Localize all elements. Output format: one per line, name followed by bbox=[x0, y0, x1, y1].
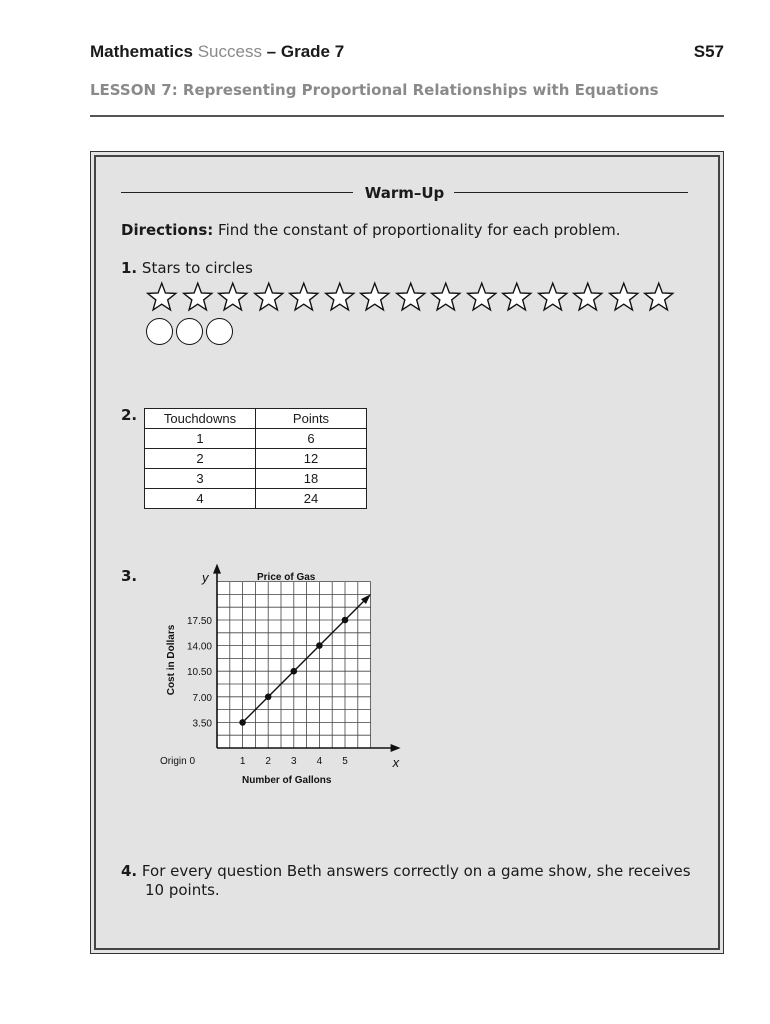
page-number: S57 bbox=[693, 42, 724, 61]
directions bbox=[121, 221, 621, 239]
title-part-a: Mathematics bbox=[90, 42, 198, 61]
circle-icon bbox=[206, 318, 233, 345]
table-header-points: Points bbox=[256, 409, 367, 429]
table-row bbox=[145, 449, 367, 469]
table-cell: 24 bbox=[256, 489, 367, 509]
table-header-row bbox=[145, 409, 367, 429]
x-tick-label: 1 bbox=[239, 756, 246, 767]
data-point bbox=[291, 668, 298, 675]
question-4-line1: For every question Beth answers correctly on a game show, she receives bbox=[141, 862, 691, 880]
table-row bbox=[145, 429, 367, 449]
star-icon bbox=[393, 280, 429, 314]
star-icon bbox=[570, 280, 606, 314]
x-axis-arrow bbox=[391, 744, 401, 752]
star-icon bbox=[144, 280, 180, 314]
star-icon bbox=[286, 280, 322, 314]
data-point bbox=[342, 617, 349, 624]
data-point bbox=[239, 719, 246, 726]
table-header-touchdowns: Touchdowns bbox=[145, 409, 256, 429]
table-cell: 2 bbox=[145, 449, 256, 469]
document-title bbox=[90, 42, 344, 62]
title-part-c: – Grade 7 bbox=[261, 42, 345, 61]
data-point bbox=[316, 642, 323, 649]
table-cell: 12 bbox=[256, 449, 367, 469]
table-cell: 1 bbox=[145, 429, 256, 449]
y-axis-arrow bbox=[213, 564, 221, 574]
table-cell: 4 bbox=[145, 489, 256, 509]
header-divider bbox=[90, 115, 724, 117]
question-1 bbox=[121, 259, 253, 277]
price-of-gas-chart bbox=[150, 560, 410, 795]
question-1-text: Stars to circles bbox=[141, 259, 253, 277]
data-point bbox=[265, 694, 272, 701]
question-4 bbox=[121, 862, 691, 880]
y-axis-symbol: y bbox=[202, 570, 209, 585]
warmup-heading bbox=[121, 184, 688, 206]
y-tick-label: 3.50 bbox=[192, 718, 212, 730]
title-part-b: Success bbox=[197, 42, 262, 61]
circle-icon bbox=[146, 318, 173, 345]
star-row bbox=[144, 280, 677, 314]
question-4-line2: 10 points. bbox=[145, 881, 220, 899]
question-2-number: 2. bbox=[121, 406, 138, 424]
star-icon bbox=[251, 280, 287, 314]
star-icon bbox=[428, 280, 464, 314]
x-tick-label: 2 bbox=[265, 756, 271, 767]
table-cell: 6 bbox=[256, 429, 367, 449]
y-tick-label: 14.00 bbox=[186, 641, 212, 653]
circle-row bbox=[146, 318, 233, 345]
x-tick-label: 4 bbox=[316, 756, 323, 767]
question-3-number: 3. bbox=[121, 567, 138, 585]
star-icon bbox=[357, 280, 393, 314]
x-axis-label: Number of Gallons bbox=[242, 775, 332, 786]
star-icon bbox=[641, 280, 677, 314]
table-row bbox=[145, 469, 367, 489]
star-icon bbox=[180, 280, 216, 314]
star-icon bbox=[535, 280, 571, 314]
origin-label: Origin 0 bbox=[160, 756, 196, 767]
circle-icon bbox=[176, 318, 203, 345]
question-1-number: 1. bbox=[121, 259, 138, 277]
table-cell: 18 bbox=[256, 469, 367, 489]
y-tick-label: 17.50 bbox=[186, 616, 212, 627]
table-cell: 3 bbox=[145, 469, 256, 489]
x-axis-symbol: x bbox=[392, 755, 400, 770]
star-icon bbox=[464, 280, 500, 314]
star-icon bbox=[322, 280, 358, 314]
question-4-number: 4. bbox=[121, 862, 138, 880]
directions-text: Find the constant of proportionality for each problem. bbox=[213, 221, 621, 239]
x-tick-label: 5 bbox=[342, 756, 348, 767]
star-icon bbox=[606, 280, 642, 314]
star-icon bbox=[215, 280, 251, 314]
y-tick-label: 7.00 bbox=[192, 692, 212, 704]
lesson-title: LESSON 7: Representing Proportional Relationships with Equations bbox=[90, 81, 659, 99]
warmup-title: Warm–Up bbox=[364, 184, 445, 202]
chart-title: Price of Gas bbox=[257, 572, 316, 583]
y-tick-label: 10.50 bbox=[186, 667, 212, 679]
table-row bbox=[145, 489, 367, 509]
directions-label: Directions: bbox=[121, 221, 214, 239]
touchdowns-table bbox=[144, 408, 367, 509]
x-tick-label: 3 bbox=[291, 756, 297, 767]
star-icon bbox=[499, 280, 535, 314]
y-axis-label: Cost in Dollars bbox=[166, 624, 177, 696]
